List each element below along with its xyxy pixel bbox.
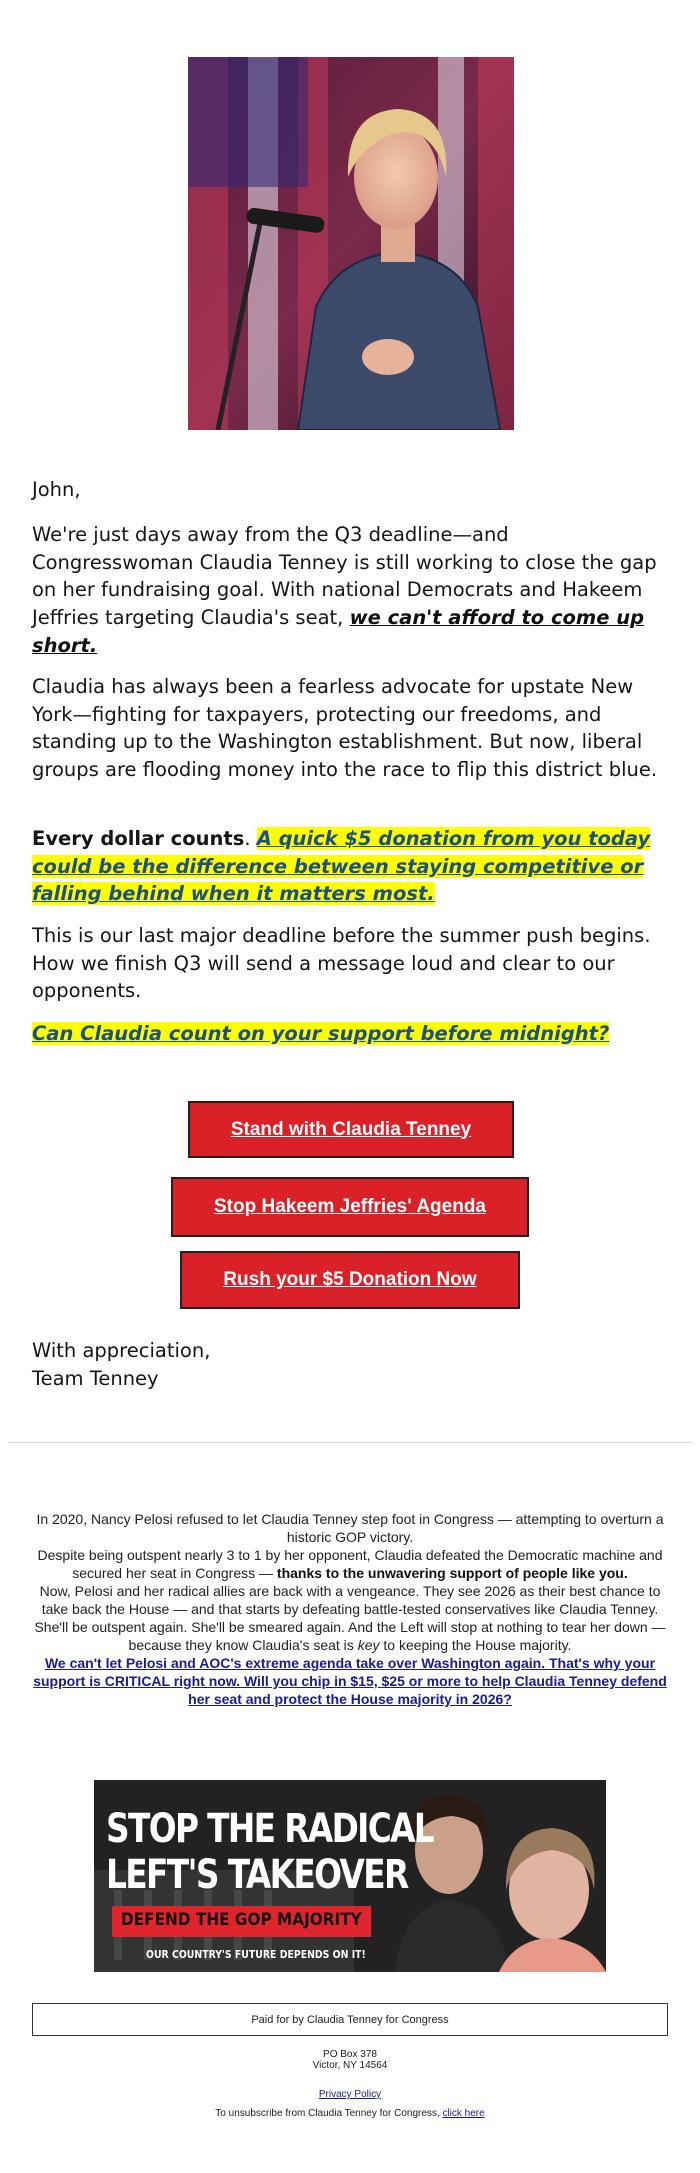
- footer-p1: In 2020, Nancy Pelosi refused to let Claudia Tenney step foot in Congress — attempting to overturn a historic GOP victory.: [36, 1511, 664, 1545]
- stop-jeffries-agenda-button[interactable]: Stop Hakeem Jeffries' Agenda: [171, 1177, 529, 1237]
- every-dollar-bold: Every dollar counts: [32, 827, 245, 850]
- period: .: [244, 827, 257, 850]
- greeting: John,: [32, 478, 81, 501]
- unsubscribe-text: To unsubscribe from Claudia Tenney for Congress,: [215, 2108, 443, 2119]
- banner-line-2: LEFT'S TAKEOVER: [106, 1852, 408, 1898]
- footer-p4a: She'll be outspent again. She'll be smeared again. And the Left will stop at nothing to tear her down — because they know Claudia's seat is: [34, 1619, 666, 1653]
- address-line-2: Victor, NY 14564: [312, 2060, 388, 2071]
- quick-donation-link[interactable]: A quick $5 donation from you today could be the difference between staying competitive or falling behind when it matters most.: [32, 827, 651, 906]
- paragraph-deadline: [32, 521, 672, 660]
- address-line-1: PO Box 378: [323, 2049, 377, 2060]
- paragraph-deadline-text: We're just days away from the Q3 deadline—and Congresswoman Claudia Tenney is still working to close the gap on her fundraising goal. With national Democrats and Hakeem Jeffries targeting Claudia's seat,: [32, 523, 657, 630]
- banner-line-1: STOP THE RADICAL: [106, 1806, 434, 1852]
- support-before-midnight-link[interactable]: Can Claudia count on your support before midnight?: [32, 1022, 610, 1045]
- privacy-policy-link[interactable]: Privacy Policy: [318, 2089, 382, 2100]
- unsubscribe-link[interactable]: click here: [442, 2108, 485, 2119]
- chip-in-link[interactable]: We can't let Pelosi and AOC's extreme agenda take over Washington again. That's why your support is CRITICAL right now. Will you chip in $15, $25 or more to help Claudia Tenney defend her seat and protect the House majority in 2026?: [33, 1655, 667, 1707]
- radical-left-banner[interactable]: [94, 1780, 606, 1972]
- hero-photo: [188, 57, 514, 430]
- signature-line-1: With appreciation,: [32, 1339, 211, 1362]
- paragraph-midnight: [32, 1020, 672, 1048]
- cant-afford-link[interactable]: we can't afford to come up short.: [32, 606, 645, 657]
- paid-for-box: [32, 2003, 668, 2036]
- address: [0, 2049, 700, 2071]
- paragraph-advocate: Claudia has always been a fearless advocate for upstate New York—fighting for taxpayers, protecting our freedoms, and standing up to the Washington establishment. But now, liberal groups are flooding money into the race to flip this district blue.: [32, 675, 658, 782]
- footer-p4-key: key: [357, 1637, 380, 1653]
- paragraph-every-dollar: [32, 825, 672, 908]
- signature-line-2: Team Tenney: [32, 1366, 159, 1390]
- banner-red-strip: DEFEND THE GOP MAJORITY: [112, 1906, 371, 1937]
- footer-p2-bold: thanks to the unwavering support of people like you.: [276, 1565, 628, 1581]
- banner-tagline: OUR COUNTRY'S FUTURE DEPENDS ON IT!: [146, 1948, 366, 1961]
- paid-for-text: Paid for by Claudia Tenney for Congress: [251, 2013, 449, 2026]
- rush-donation-button[interactable]: Rush your $5 Donation Now: [180, 1251, 520, 1309]
- stand-with-claudia-button[interactable]: Stand with Claudia Tenney: [188, 1101, 514, 1158]
- privacy-line: [0, 2089, 700, 2100]
- footer-p3: Now, Pelosi and her radical allies are back with a vengeance. They see 2026 as their best chance to take back the House — and that starts by defeating battle-tested conservatives like Claudia Tenney.: [39, 1583, 661, 1617]
- footer-p2: Despite being outspent nearly 3 to 1 by her opponent, Claudia defeated the Democratic machine and secured her seat in Congress —: [37, 1547, 663, 1581]
- signature: [32, 1337, 672, 1392]
- footer-p4b: to keeping the House majority.: [379, 1637, 572, 1653]
- footer-copy: [30, 1510, 670, 1708]
- divider: [8, 1442, 692, 1443]
- paragraph-last-deadline: This is our last major deadline before the summer push begins. How we finish Q3 will send a message loud and clear to our opponents.: [32, 924, 651, 1003]
- unsubscribe-line: [0, 2108, 700, 2119]
